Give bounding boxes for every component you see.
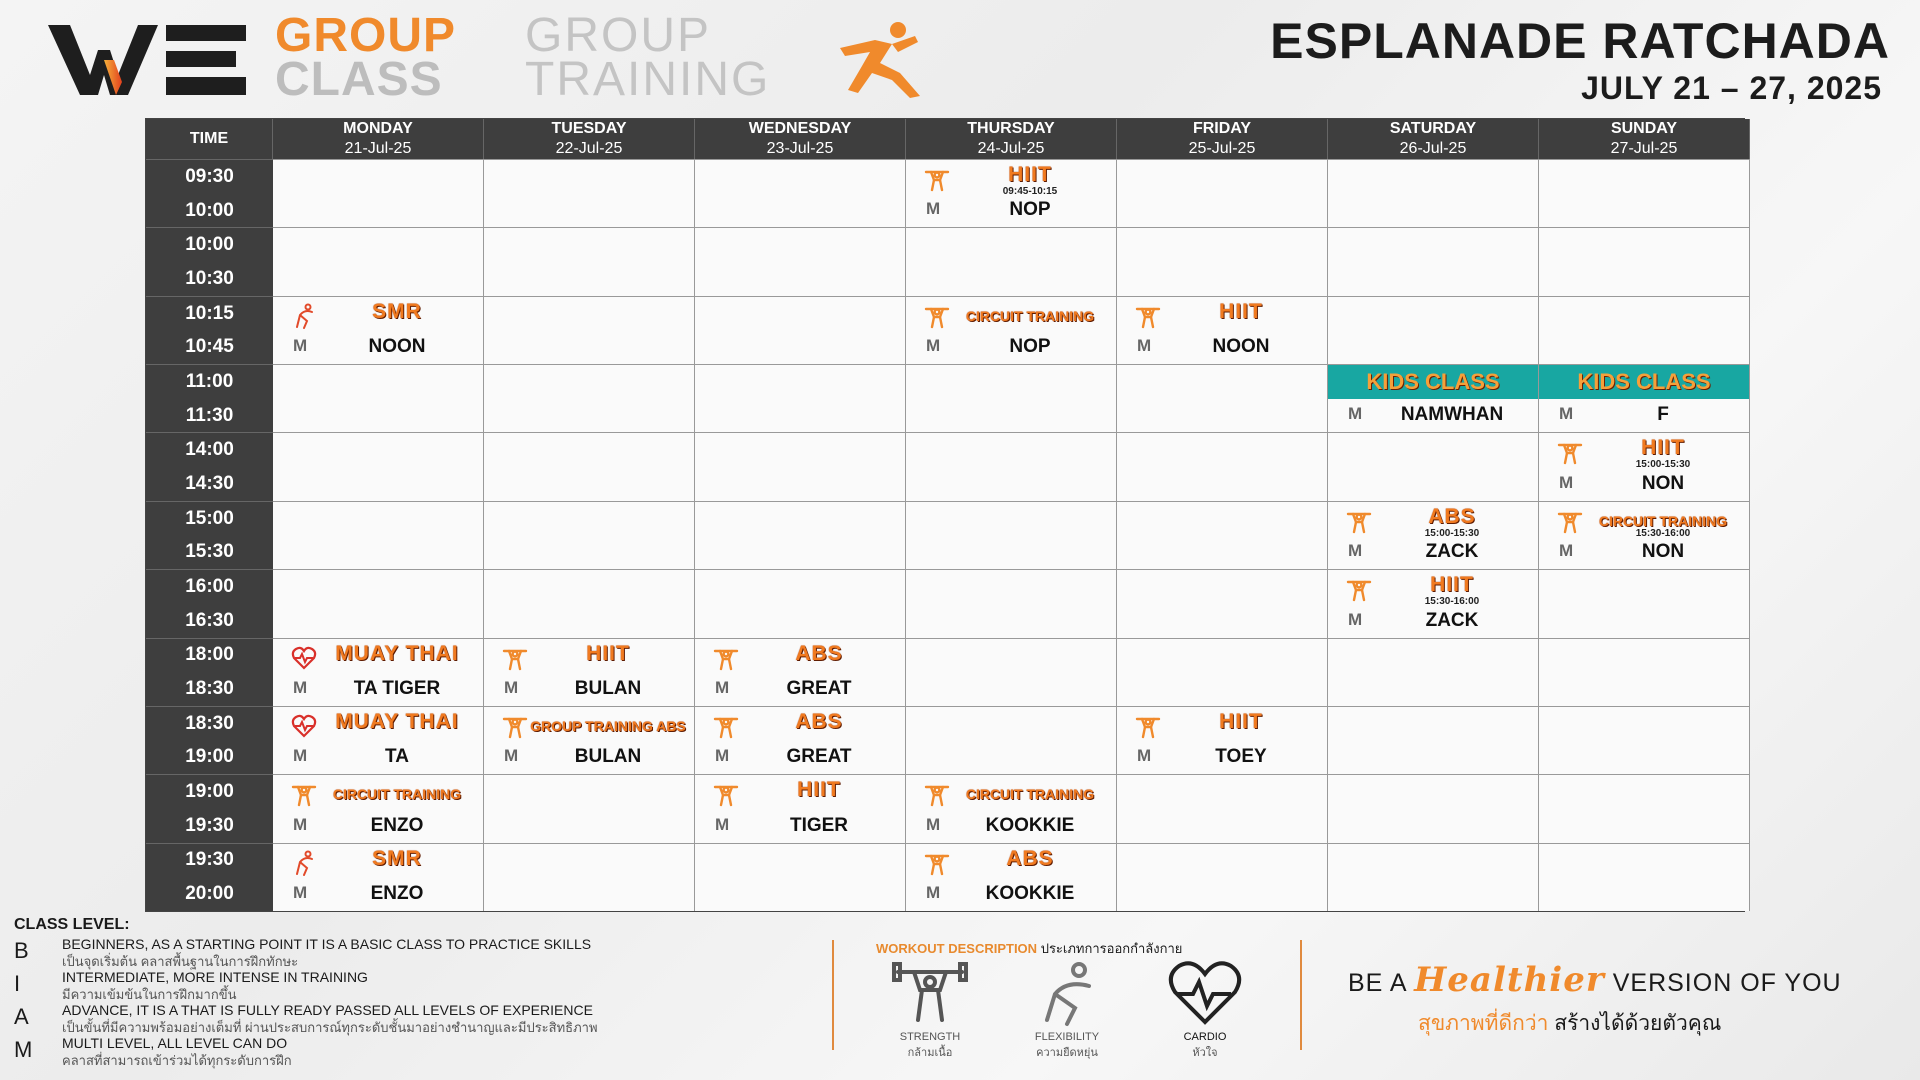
class-level: M [1348,541,1363,561]
class-entry[interactable] [1539,502,1749,569]
day-name: WEDNESDAY [748,120,852,137]
schedule-cell [484,159,695,227]
schedule-cell [484,706,695,774]
schedule-cell [273,159,484,227]
level-desc-en: INTERMEDIATE, MORE INTENSE IN TRAINING [62,969,368,985]
class-name: HIIT [797,778,841,802]
schedule-cell [906,501,1117,569]
schedule-cell [1328,774,1539,842]
time-cell [146,706,273,774]
class-name: CIRCUIT TRAINING [965,786,1095,803]
class-name: SMR [372,846,422,870]
schedule-cell [1539,501,1750,569]
day-date: 24-Jul-25 [977,140,1045,157]
class-entry[interactable] [1117,297,1327,364]
class-level: M [1348,404,1363,424]
strength-icon [713,645,739,671]
schedule-cell [1117,706,1328,774]
slot-end: 14:30 [185,472,234,494]
strength-icon [924,303,950,329]
instructor-name: BULAN [574,746,642,768]
slot-end: 20:00 [185,883,234,905]
class-level: M [1559,472,1574,492]
cardio-label: CARDIO [1183,1031,1227,1043]
schedule-cell [1539,432,1750,500]
day-name: SATURDAY [1389,120,1477,137]
class-level: M [715,746,730,766]
level-letter: A [14,1004,29,1029]
class-entry[interactable] [695,639,905,706]
schedule-cell [906,774,1117,842]
slot-start: 10:00 [185,234,234,256]
schedule-cell [1117,432,1328,500]
schedule-cell [1328,432,1539,500]
class-entry[interactable] [906,775,1116,842]
venue-title: ESPLANADE RATCHADA [1270,13,1890,69]
schedule-cell [484,843,695,911]
schedule-cell [1117,364,1328,432]
schedule-cell [1328,569,1539,637]
schedule-cell [695,569,906,637]
schedule-cell [695,706,906,774]
level-row [14,1000,804,1033]
slot-end: 19:30 [185,814,234,836]
class-level: M [926,199,941,219]
class-name: CIRCUIT TRAINING [332,786,462,803]
flexibility-label-th: ความยืดหยุ่น [1036,1047,1098,1059]
schedule-cell [273,569,484,637]
schedule-cell [484,364,695,432]
instructor-name: NAMWHAN [1400,404,1504,426]
instructor-name: ENZO [370,882,424,904]
class-level: M [293,814,308,834]
schedule-cell [906,296,1117,364]
slot-end: 10:30 [185,267,234,289]
schedule-cell [906,638,1117,706]
instructor-name: ENZO [370,814,424,836]
time-cell [146,432,273,500]
schedule-cell [1539,843,1750,911]
cardio-label-th: หัวใจ [1192,1047,1218,1059]
time-cell [146,843,273,911]
strength-icon [924,850,950,876]
schedule-cell [484,501,695,569]
strength-legend [885,958,975,1061]
strength-icon [890,958,970,1028]
day-header [1539,119,1750,159]
class-name: HIIT [1008,163,1052,186]
schedule-cell [1117,296,1328,364]
class-entry[interactable] [695,707,905,774]
day-name: FRIDAY [1192,120,1252,137]
strength-label-th: กล้ามเนื้อ [907,1047,953,1059]
schedule-cell [484,227,695,295]
day-name: SUNDAY [1610,120,1678,137]
day-date: 22-Jul-25 [555,140,623,157]
level-desc-th: มีความเข้มข้นในการฝึกมากขึ้น [62,987,237,1002]
schedule-cell [695,364,906,432]
class-level: M [1137,336,1152,356]
class-entry[interactable] [906,160,1116,227]
schedule-cell [695,501,906,569]
tagline [1348,960,1842,1000]
instructor-name: BULAN [574,677,642,699]
class-entry[interactable] [906,844,1116,911]
class-level: M [1348,609,1363,629]
class-name: SMR [372,299,422,323]
schedule-cell [273,227,484,295]
instructor-name: NOON [368,336,426,358]
schedule-cell [1539,774,1750,842]
slot-start: 10:15 [185,302,234,324]
time-cell [146,364,273,432]
day-name: MONDAY [343,120,413,137]
strength-icon [502,713,528,739]
schedule-cell [484,432,695,500]
schedule-cell [1328,501,1539,569]
schedule-cell [273,638,484,706]
brand2-line1: GROUP [525,9,712,62]
day-header [1328,119,1539,159]
class-name: ABS [795,641,843,665]
cardio-icon [1165,958,1245,1028]
schedule-cell [1539,569,1750,637]
level-letter: M [14,1037,33,1062]
slot-start: 09:30 [185,165,234,187]
schedule-cell [906,706,1117,774]
date-range: JULY 21 – 27, 2025 [1581,70,1882,106]
class-name: HIIT [586,641,630,665]
class-level: M [504,677,519,697]
brand-group-class [275,9,457,106]
day-name: THURSDAY [967,120,1055,137]
class-time: 15:00-15:30 [1424,527,1480,539]
schedule-cell [484,774,695,842]
level-letter: I [14,971,21,996]
class-entry[interactable] [273,775,483,842]
class-name: ABS [795,709,843,733]
legend-title: CLASS LEVEL: [14,916,130,933]
class-name: HIIT [1641,436,1685,460]
level-desc-en: BEGINNERS, AS A STARTING POINT IT IS A BASIC CLASS TO PRACTICE SKILLS [62,936,592,952]
schedule-cell [906,364,1117,432]
level-row [14,967,804,1000]
tagline-th-orange: สุขภาพที่ดีกว่า [1418,1012,1549,1035]
class-time: 15:00-15:30 [1635,459,1691,471]
instructor-name: NON [1641,541,1685,563]
class-name: MUAY THAI [335,709,459,733]
time-cell [146,159,273,227]
schedule-cell [1328,706,1539,774]
slot-end: 18:30 [185,678,234,700]
cardio-legend [1160,958,1250,1061]
class-level: M [715,814,730,834]
schedule-cell [1117,159,1328,227]
instructor-name: GREAT [786,677,852,699]
strength-icon [924,166,950,192]
schedule-cell [695,432,906,500]
schedule-cell [695,774,906,842]
slot-end: 10:00 [185,199,234,221]
class-level-legend [14,916,804,1066]
cardio-icon [291,645,317,671]
day-header [484,119,695,159]
class-name: HIIT [1430,573,1474,597]
footer-divider [1300,940,1302,1050]
strength-icon [1135,713,1161,739]
class-entry[interactable] [273,844,483,911]
schedule-cell [1328,364,1539,432]
schedule-cell [273,501,484,569]
schedule-cell [1328,296,1539,364]
class-name: CIRCUIT TRAINING [965,307,1095,324]
strength-icon [502,645,528,671]
day-header [906,119,1117,159]
slot-end: 11:30 [185,404,234,426]
instructor-name: TOEY [1215,746,1267,768]
schedule-cell [1328,638,1539,706]
class-level: M [926,814,941,834]
strength-icon [291,781,317,807]
class-entry[interactable] [484,707,694,774]
cardio-icon [291,713,317,739]
schedule-cell [273,843,484,911]
strength-icon [713,781,739,807]
level-desc-th: คลาสที่สามารถเข้าร่วมได้ทุกระดับการฝึก [62,1053,292,1068]
class-name: HIIT [1219,709,1263,733]
tagline-post: VERSION OF YOU [1612,969,1842,997]
instructor-name: NOON [1212,336,1270,358]
level-desc-en: MULTI LEVEL, ALL LEVEL CAN DO [62,1035,288,1051]
schedule-cell [484,638,695,706]
slot-start: 16:00 [185,575,234,597]
class-entry[interactable] [1539,365,1749,432]
instructor-name: F [1657,404,1669,426]
slot-end: 16:30 [185,609,234,631]
flexibility-label: FLEXIBILITY [1034,1031,1100,1043]
class-level: M [1559,541,1574,561]
schedule-cell [906,432,1117,500]
brand-line1: GROUP [275,9,457,62]
class-entry[interactable] [1328,502,1538,569]
strength-label: STRENGTH [899,1031,961,1043]
strength-icon [713,713,739,739]
schedule-cell [273,706,484,774]
schedule-cell [1539,706,1750,774]
schedule-cell [1117,774,1328,842]
workout-description-title [876,938,1182,959]
schedule-cell [695,296,906,364]
schedule-cell [1539,296,1750,364]
slot-start: 18:30 [185,712,234,734]
instructor-name: NON [1641,472,1685,494]
tagline-pre: BE A [1348,969,1407,997]
slot-end: 19:00 [185,746,234,768]
instructor-name: KOOKKIE [985,882,1075,904]
brand-line2: CLASS [275,53,443,106]
schedule-cell [1539,159,1750,227]
schedule-cell [1328,227,1539,295]
time-cell [146,638,273,706]
schedule-cell [1539,227,1750,295]
strength-icon [1346,576,1372,602]
slot-start: 19:30 [185,849,234,871]
class-time: 15:30-16:00 [1424,596,1480,608]
level-desc-en: ADVANCE, IT IS A THAT IS FULLY READY PASSED ALL LEVELS OF EXPERIENCE [62,1002,593,1018]
instructor-name: NOP [1009,199,1051,221]
schedule-cell [906,159,1117,227]
slot-start: 19:00 [185,781,234,803]
footer-divider [832,940,834,1050]
instructor-name: TA [385,746,409,768]
slot-start: 15:00 [185,507,234,529]
class-name: ABS [1006,846,1054,870]
class-time: 15:30-16:00 [1635,527,1691,539]
schedule-cell [1117,569,1328,637]
instructor-name: ZACK [1425,609,1479,631]
class-level: M [293,677,308,697]
instructor-name: KOOKKIE [985,814,1075,836]
kids-class-banner: KIDS CLASS [1328,365,1538,399]
schedule-cell [695,638,906,706]
time-header: TIME [146,119,273,159]
strength-icon [1557,439,1583,465]
class-entry[interactable] [273,707,483,774]
class-entry[interactable] [1328,570,1538,637]
class-name: GROUP TRAINING ABS [530,717,686,734]
time-cell [146,296,273,364]
strength-icon [924,781,950,807]
day-date: 21-Jul-25 [344,140,412,157]
schedule-cell [906,569,1117,637]
day-date: 25-Jul-25 [1188,140,1256,157]
kids-class-banner: KIDS CLASS [1539,365,1749,399]
brand-group-training [525,9,771,106]
slot-start: 18:00 [185,644,234,666]
class-level: M [926,336,941,356]
instructor-name: TA TIGER [353,677,441,699]
schedule-cell [1539,364,1750,432]
time-cell [146,774,273,842]
tagline-th-black: สร้างได้ด้วยตัวคุณ [1554,1012,1722,1035]
class-name: ABS [1428,504,1476,528]
we-logo [48,20,248,98]
instructor-name: GREAT [786,746,852,768]
slot-start: 11:00 [185,370,234,392]
class-level: M [1137,746,1152,766]
class-level: M [1559,404,1574,424]
schedule-cell [695,159,906,227]
flexibility-icon [291,850,317,876]
schedule-cell [273,774,484,842]
level-desc-th: เป็นขั้นที่มีความพร้อมอย่างเต็มที่ ผ่านประสบการณ์ทุกระดับชั้นมาอย่างชำนาญและมีประสิทธิภาพ [62,1020,598,1035]
day-header [695,119,906,159]
strength-icon [1135,303,1161,329]
strength-icon [1557,508,1583,534]
slot-end: 10:45 [185,336,234,358]
class-entry[interactable] [1328,365,1538,432]
schedule-cell [1117,638,1328,706]
class-time: 09:45-10:15 [1002,186,1058,197]
class-entry[interactable] [484,639,694,706]
slot-end: 15:30 [185,541,234,563]
flexibility-icon [1027,958,1107,1028]
schedule-cell [695,227,906,295]
flexibility-icon [291,303,317,329]
workout-title-th: ประเภทการออกกำลังกาย [1040,941,1183,956]
time-cell [146,501,273,569]
class-name: HIIT [1219,299,1263,323]
instructor-name: NOP [1009,336,1051,358]
schedule-cell [1539,638,1750,706]
schedule-cell [695,843,906,911]
level-row [14,934,804,967]
class-level: M [715,677,730,697]
tagline-highlight: Healthier [1414,960,1605,1000]
class-entry[interactable] [906,297,1116,364]
class-entry[interactable] [695,775,905,842]
day-date: 26-Jul-25 [1399,140,1467,157]
level-desc-th: เป็นจุดเริ่มต้น คลาสพื้นฐานในการฝึกทักษะ [62,954,299,969]
class-entry[interactable] [1117,707,1327,774]
workout-title-en: WORKOUT DESCRIPTION [876,941,1038,956]
day-name: TUESDAY [551,120,627,137]
level-row [14,1033,804,1066]
day-date: 23-Jul-25 [766,140,834,157]
class-entry[interactable] [1539,433,1749,500]
instructor-name: TIGER [789,814,849,836]
class-name: CIRCUIT TRAINING [1598,512,1728,529]
schedule-cell [1117,227,1328,295]
timetable [145,118,1745,912]
class-entry[interactable] [273,639,483,706]
schedule-cell [273,432,484,500]
class-level: M [504,746,519,766]
schedule-cell [906,843,1117,911]
runner-icon [820,18,935,98]
schedule-cell [273,296,484,364]
flexibility-legend [1022,958,1112,1061]
class-entry[interactable] [273,297,483,364]
time-cell [146,569,273,637]
slot-start: 14:00 [185,439,234,461]
tagline-thai [1418,1007,1721,1040]
schedule-cell [1117,843,1328,911]
level-letter: B [14,938,29,963]
time-cell [146,227,273,295]
schedule-cell [1117,501,1328,569]
class-name: MUAY THAI [335,641,459,665]
class-level: M [926,882,941,902]
schedule-cell [484,569,695,637]
class-level: M [293,882,308,902]
brand2-line2: TRAINING [525,53,771,106]
class-level: M [293,336,308,356]
schedule-cell [273,364,484,432]
schedule-cell [484,296,695,364]
strength-icon [1346,508,1372,534]
class-level: M [293,746,308,766]
schedule-cell [906,227,1117,295]
schedule-cell [1328,843,1539,911]
schedule-cell [1328,159,1539,227]
instructor-name: ZACK [1425,541,1479,563]
day-date: 27-Jul-25 [1610,140,1678,157]
day-header [273,119,484,159]
day-header [1117,119,1328,159]
